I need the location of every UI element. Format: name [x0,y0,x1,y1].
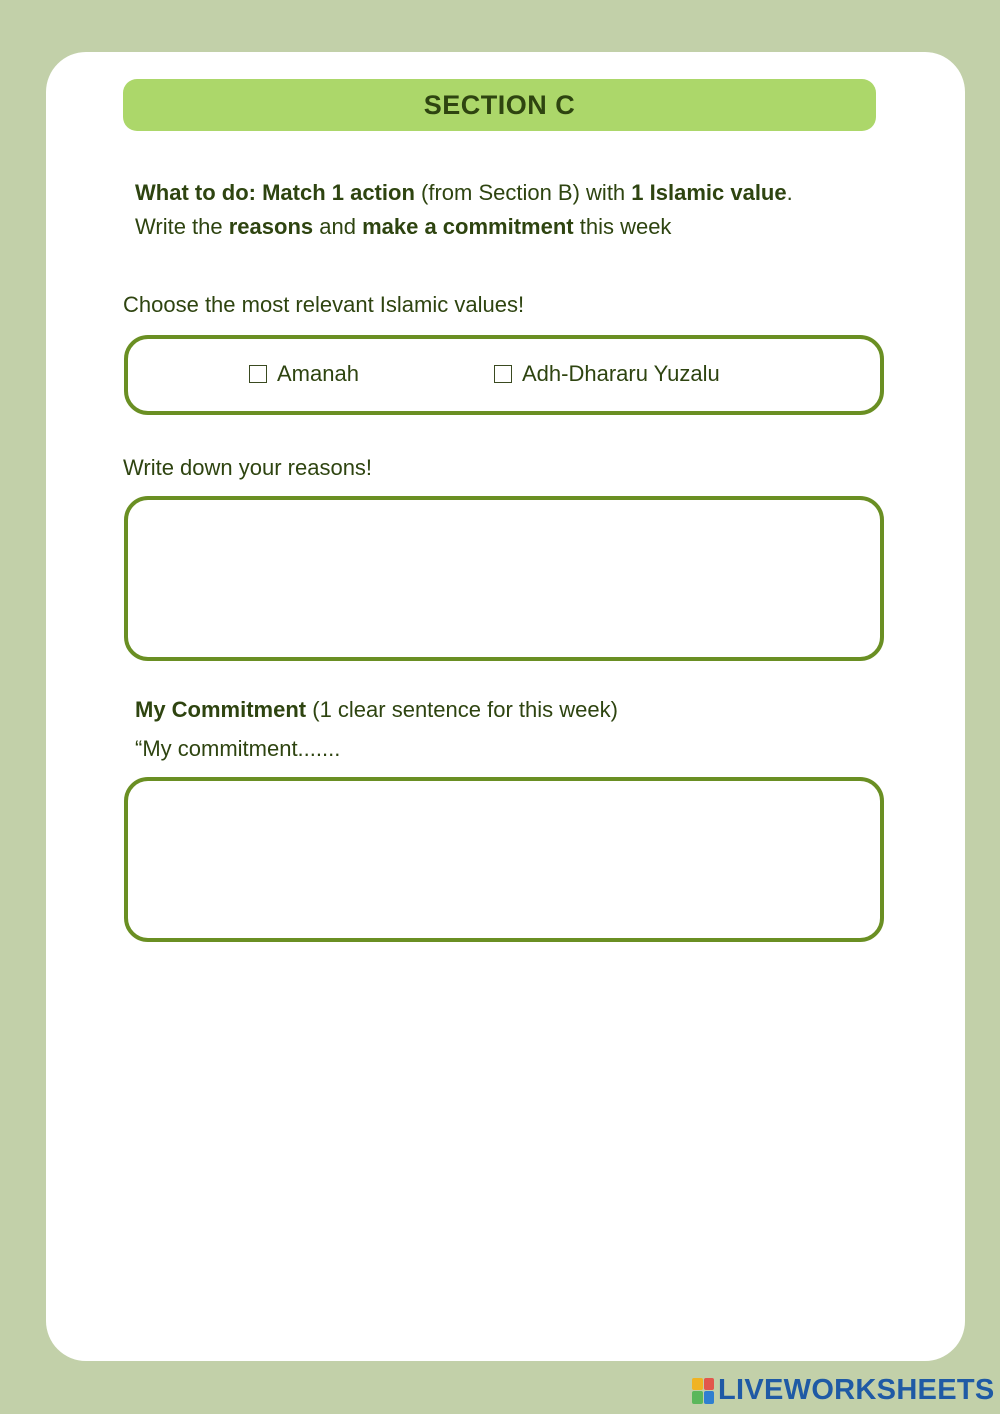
commitment-starter: “My commitment....... [135,736,341,761]
instruction-text: this week [573,214,672,239]
section-header-bar [123,79,876,131]
commitment-heading-bold: My Commitment [135,697,307,722]
option-label: Adh-Dhararu Yuzalu [522,361,720,386]
checkbox-amanah[interactable] [249,365,267,383]
instruction-text: (from Section B) with [414,180,632,205]
instruction-text: and [313,214,363,239]
instruction-bold: make a commitment [362,214,574,239]
checkbox-adh-dhararu-yuzalu[interactable] [494,365,512,383]
choose-values-prompt: Choose the most relevant Islamic values! [123,292,525,317]
logo-text: LIVEWORKSHEETS [718,1374,995,1406]
instruction-bold: What to do: Match 1 action [135,180,415,205]
reasons-prompt: Write down your reasons! [123,455,373,480]
instruction-text: . [786,180,793,205]
reasons-answer-box [124,496,884,661]
instruction-bold: 1 Islamic value [631,180,787,205]
section-title: SECTION C [423,89,576,120]
commitment-heading-rest: (1 clear sentence for this week) [306,697,618,722]
logo-tile [704,1391,715,1404]
instruction-bold: reasons [228,214,314,239]
logo-tile [704,1378,715,1391]
reasons-input[interactable] [128,500,880,657]
option-amanah[interactable] [249,361,359,387]
instruction-line-2 [135,214,671,240]
option-adh-dhararu-yuzalu[interactable] [494,361,720,387]
commitment-answer-box [124,777,884,942]
commitment-input[interactable] [128,781,880,938]
commitment-heading [135,697,618,723]
instruction-text: Write the [135,214,229,239]
liveworksheets-logo [692,1374,995,1407]
logo-tile [692,1378,703,1391]
option-label: Amanah [277,361,359,386]
instruction-line-1 [135,180,793,206]
logo-tile [692,1391,703,1404]
logo-mark-icon [692,1378,714,1404]
